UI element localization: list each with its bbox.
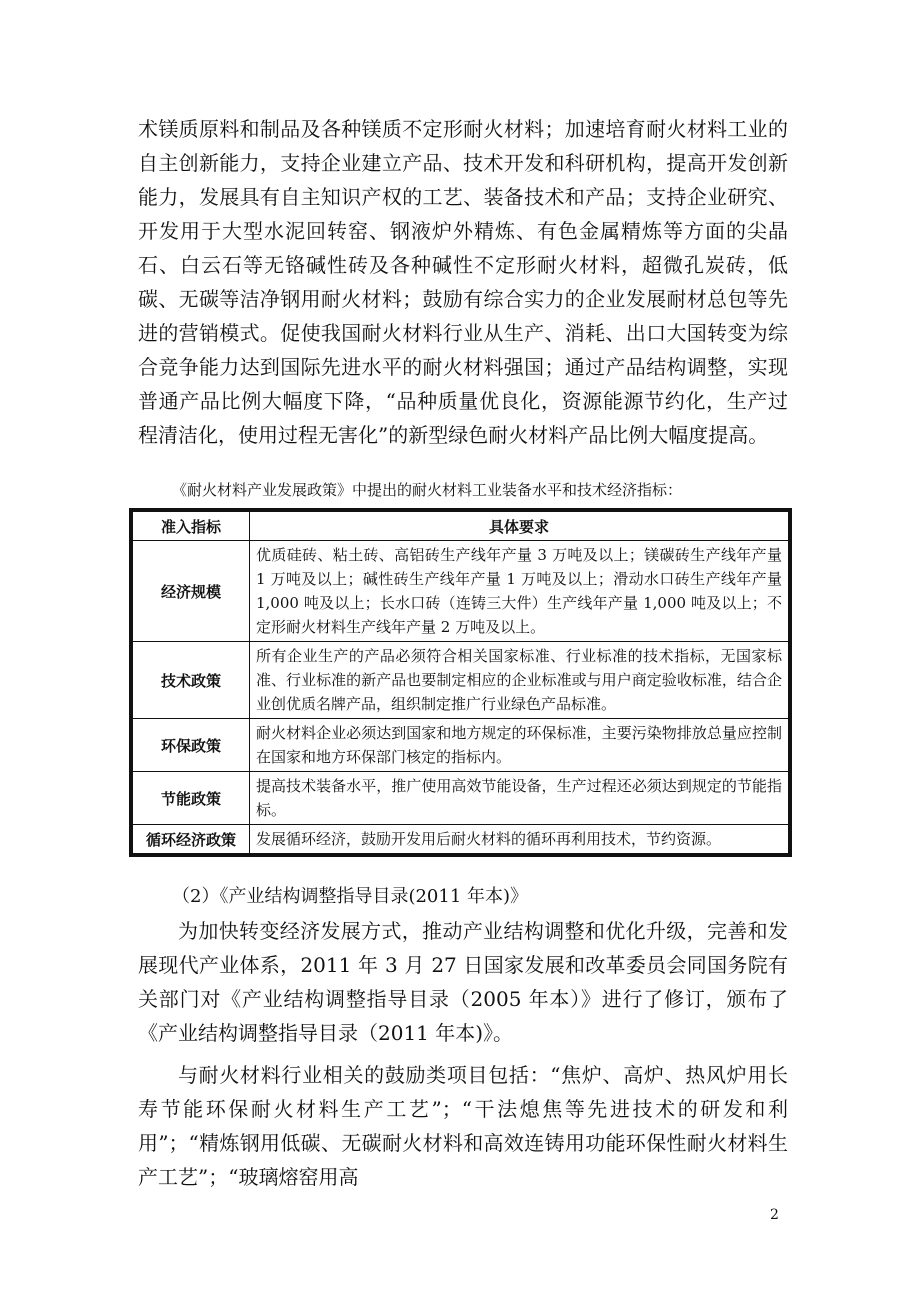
policy-table xyxy=(129,508,792,857)
row-requirement: 所有企业生产的产品必须符合相关国家标准、行业标准的技术指标，无国家标准、行业标准的新产品也要制定相应的企业标准或与用户商定验收标准，结合企业创优质名牌产品，组织制定推广行业绿色产品标准。 xyxy=(250,642,789,719)
table-caption: 《耐火材料产业发展政策》中提出的耐火材料工业装备水平和技术经济指标： xyxy=(172,481,683,499)
header-requirements: 具体要求 xyxy=(250,512,789,541)
header-criteria: 准入指标 xyxy=(133,512,250,541)
row-requirement: 提高技术装备水平，推广使用高效节能设备，生产过程还必须达到规定的节能指标。 xyxy=(250,772,789,825)
row-label: 节能政策 xyxy=(133,772,250,825)
row-label: 环保政策 xyxy=(133,719,250,772)
row-label: 经济规模 xyxy=(133,541,250,642)
table-row xyxy=(133,541,789,642)
row-requirement: 发展循环经济，鼓励开发用后耐火材料的循环再利用技术，节约资源。 xyxy=(250,825,789,854)
row-label: 技术政策 xyxy=(133,642,250,719)
row-requirement: 优质硅砖、粘土砖、高铝砖生产线年产量 3 万吨及以上；镁碳砖生产线年产量 1 万吨及以上；碱性砖生产线年产量 1 万吨及以上；滑动水口砖生产线年产量 1,000 吨及以上；长水口砖（连铸三大件）生产线年产量 1,000 吨及以上；不定形耐火材料生产线年产量 2 万吨及以上。 xyxy=(250,541,789,642)
body-paragraph-encouraged-items: 与耐火材料行业相关的鼓励类项目包括：“焦炉、高炉、热风炉用长寿节能环保耐火材料生产工艺”；“干法熄焦等先进技术的研发和利用”；“精炼钢用低碳、无碳耐火材料和高效连铸用功能环保性耐火材料生产工艺”；“玻璃熔窑用高 xyxy=(138,1063,788,1189)
table-row xyxy=(133,642,789,719)
row-label: 循环经济政策 xyxy=(133,825,250,854)
table-header-row xyxy=(133,512,789,541)
table-row xyxy=(133,825,789,854)
section-subheading: （2）《产业结构调整指导目录(2011 年本)》 xyxy=(172,886,529,907)
page-number: 2 xyxy=(770,1207,779,1223)
row-requirement: 耐火材料企业必须达到国家和地方规定的环保标准，主要污染物排放总量应控制在国家和地方环保部门核定的指标内。 xyxy=(250,719,789,772)
body-paragraph-policy: 术镁质原料和制品及各种镁质不定形耐火材料；加速培育耐火材料工业的自主创新能力，支持企业建立产品、技术开发和科研机构，提高开发创新能力，发展具有自主知识产权的工艺、装备技术和产品；支持企业研究、开发用于大型水泥回转窑、钢液炉外精炼、有色金属精炼等方面的尖晶石、白云石等无铬碱性砖及各种碱性不定形耐火材料，超微孔炭砖，低碳、无碳等洁净钢用耐火材料；鼓励有综合实力的企业发展耐材总包等先进的营销模式。促使我国耐火材料行业从生产、消耗、出口大国转变为综合竞争能力达到国际先进水平的耐火材料强国；通过产品结构调整，实现普通产品比例大幅度下降，“品种质量优良化，资源能源节约化，生产过程清洁化，使用过程无害化”的新型绿色耐火材料产品比例大幅度提高。 xyxy=(138,117,788,447)
table-row xyxy=(133,719,789,772)
table-row xyxy=(133,772,789,825)
body-paragraph-catalog: 为加快转变经济发展方式，推动产业结构调整和优化升级，完善和发展现代产业体系，2011 年 3 月 27 日国家发展和改革委员会同国务院有关部门对《产业结构调整指导目录（2005 年本）》进行了修订，颁布了《产业结构调整指导目录（2011 年本)》。 xyxy=(138,919,788,1045)
